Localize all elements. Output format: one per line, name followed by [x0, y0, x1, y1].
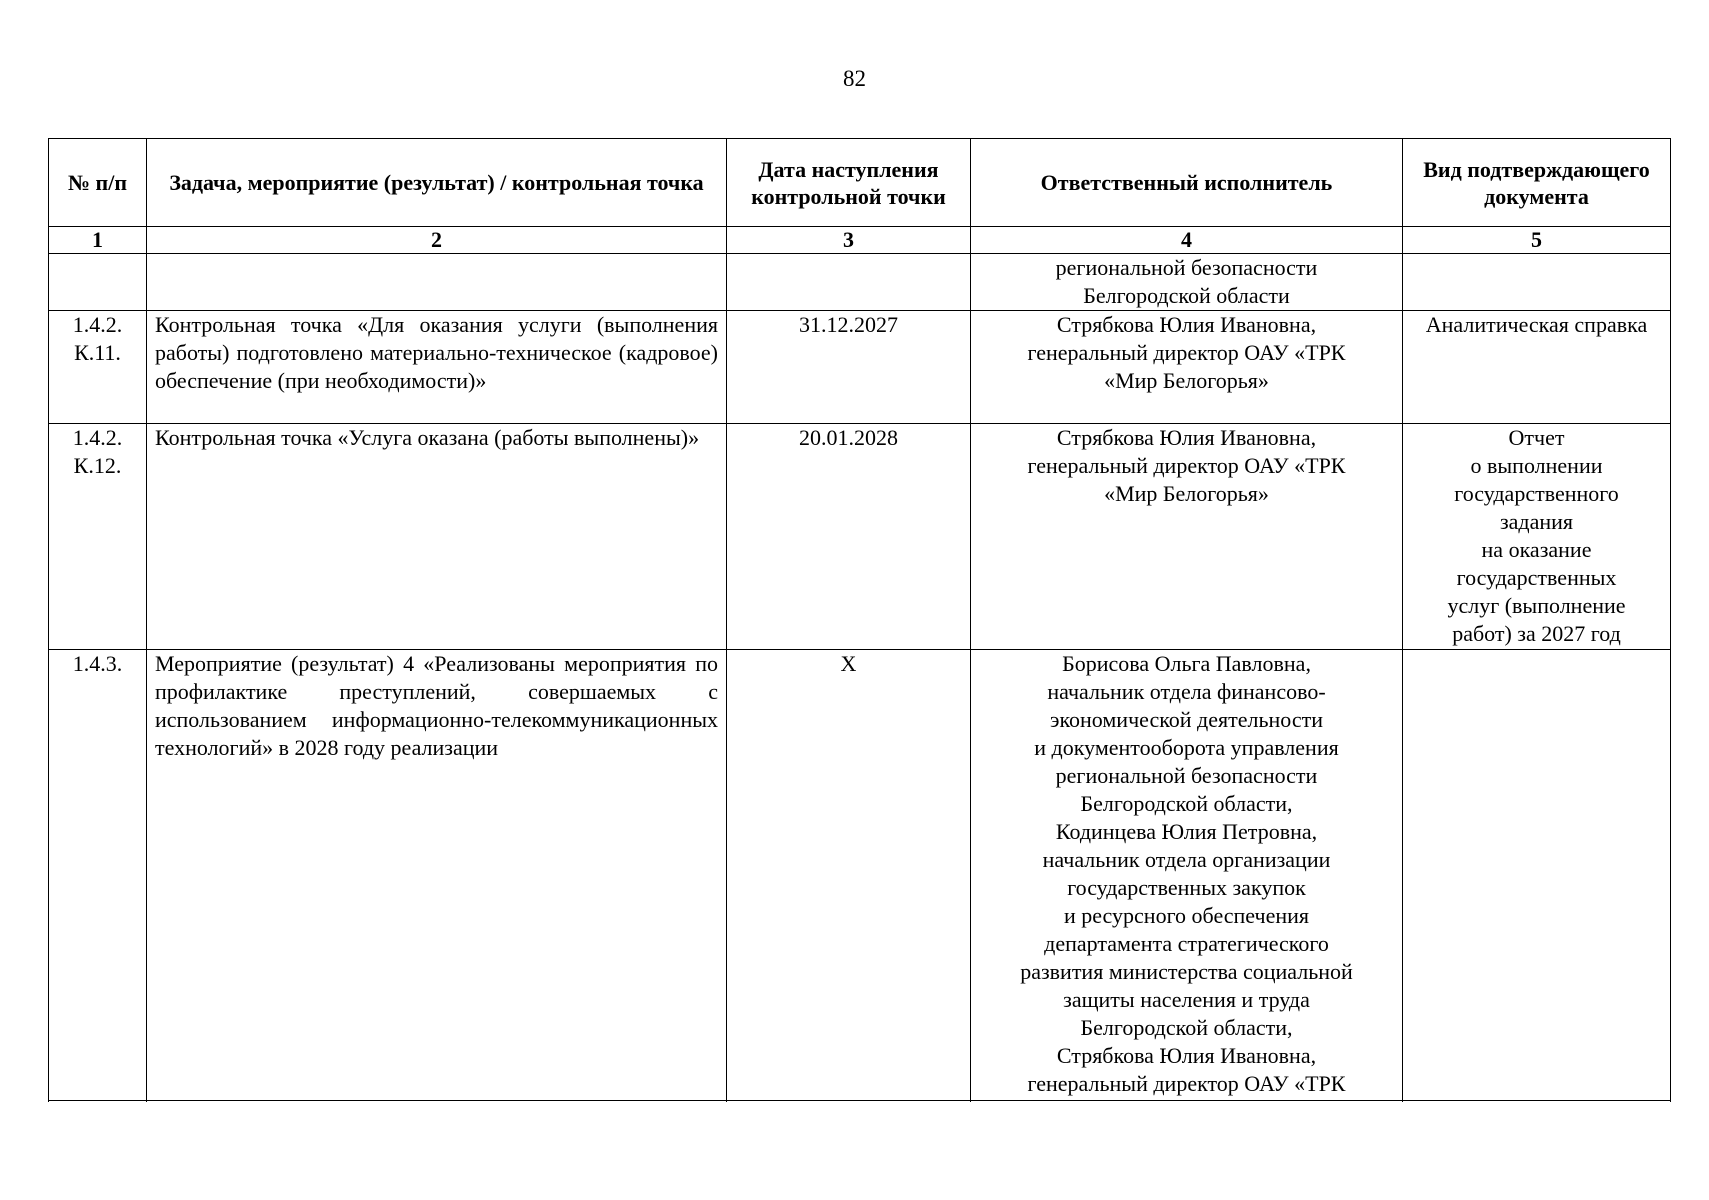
header-document: Вид подтверждающего документа [1403, 139, 1671, 227]
column-number: 1 [49, 227, 147, 254]
cell-executor [971, 254, 1403, 311]
executor-line: развития министерства социальной [1020, 959, 1353, 984]
control-points-table [48, 138, 1671, 1102]
executor-line: генеральный директор ОАУ «ТРК [1027, 1071, 1346, 1096]
executor-line: Стрябкова Юлия Ивановна, [1056, 425, 1317, 450]
executor-line: генеральный директор ОАУ «ТРК [1027, 453, 1346, 478]
executor-line: региональной безопасности [1055, 255, 1318, 280]
executor-line: Белгородской области [1083, 283, 1290, 308]
cell-number [49, 254, 147, 311]
executor-line: и документооборота управления [1034, 735, 1339, 760]
document-line: государственного [1454, 481, 1619, 506]
cell-task [147, 254, 727, 311]
cell-task: Контрольная точка «Услуга оказана (работы выполнены)» [147, 424, 727, 650]
cell-document [1403, 254, 1671, 311]
table-row [49, 424, 1671, 650]
column-number: 4 [971, 227, 1403, 254]
cell-document [1403, 650, 1671, 1102]
page-number: 82 [843, 66, 866, 91]
executor-line: Белгородской области, [1080, 1015, 1293, 1040]
header-number: № п/п [49, 139, 147, 227]
executor-line: и ресурсного обеспечения [1063, 903, 1310, 928]
cell-executor [971, 424, 1403, 650]
column-number: 2 [147, 227, 727, 254]
executor-line: экономической деятельности [1050, 707, 1323, 732]
cell-executor [971, 311, 1403, 424]
cell-number: 1.4.2. К.11. [49, 311, 147, 424]
cell-date: 20.01.2028 [727, 424, 971, 650]
table-header-row [49, 139, 1671, 227]
cell-date: 31.12.2027 [727, 311, 971, 424]
table-row [49, 650, 1671, 1102]
executor-line: региональной безопасности [1055, 763, 1318, 788]
cell-task: Мероприятие (результат) 4 «Реализованы мероприятия по профилактике преступлений, совершаемых с использованием информационно-телекоммуникационных технологий» в 2028 году реализации [147, 650, 727, 1102]
executor-line: начальник отдела организации [1042, 847, 1331, 872]
executor-line: Кодинцева Юлия Петровна, [1055, 819, 1318, 844]
document-line: задания [1499, 509, 1574, 534]
cell-date [727, 254, 971, 311]
column-number-row [49, 227, 1671, 254]
document-line: Отчет [1508, 425, 1565, 450]
column-number: 3 [727, 227, 971, 254]
executor-line: начальник отдела финансово- [1047, 679, 1326, 704]
table-bottom-border [48, 1100, 1670, 1101]
executor-line: защиты населения и труда [1063, 987, 1310, 1012]
executor-line: «Мир Белогорья» [1104, 481, 1269, 506]
document-line: о выполнении [1470, 453, 1603, 478]
table-row [49, 311, 1671, 424]
cell-number: 1.4.2. К.12. [49, 424, 147, 650]
document-line: на оказание [1481, 537, 1592, 562]
executor-line: Стрябкова Юлия Ивановна, [1056, 312, 1317, 337]
executor-line: Борисова Ольга Павловна, [1062, 651, 1311, 676]
document-line: государственных [1456, 565, 1617, 590]
column-number: 5 [1403, 227, 1671, 254]
cell-document [1403, 424, 1671, 650]
header-date: Дата наступления контрольной точки [727, 139, 971, 227]
header-task: Задача, мероприятие (результат) / контрольная точка [147, 139, 727, 227]
cell-executor [971, 650, 1403, 1102]
cell-document: Аналитическая справка [1403, 311, 1671, 424]
executor-line: Белгородской области, [1080, 791, 1293, 816]
executor-line: государственных закупок [1067, 875, 1306, 900]
executor-line: департамента стратегического [1044, 931, 1329, 956]
executor-line: «Мир Белогорья» [1104, 368, 1269, 393]
table-row [49, 254, 1671, 311]
document-line: работ) за 2027 год [1452, 621, 1621, 646]
cell-number: 1.4.3. [49, 650, 147, 1102]
executor-line: Стрябкова Юлия Ивановна, [1056, 1043, 1317, 1068]
cell-date: Х [727, 650, 971, 1102]
cell-task: Контрольная точка «Для оказания услуги (выполнения работы) подготовлено материально-техническое (кадровое) обеспечение (при необходимости)» [147, 311, 727, 424]
document-line: услуг (выполнение [1447, 593, 1626, 618]
header-executor: Ответственный исполнитель [971, 139, 1403, 227]
executor-line: генеральный директор ОАУ «ТРК [1027, 340, 1346, 365]
